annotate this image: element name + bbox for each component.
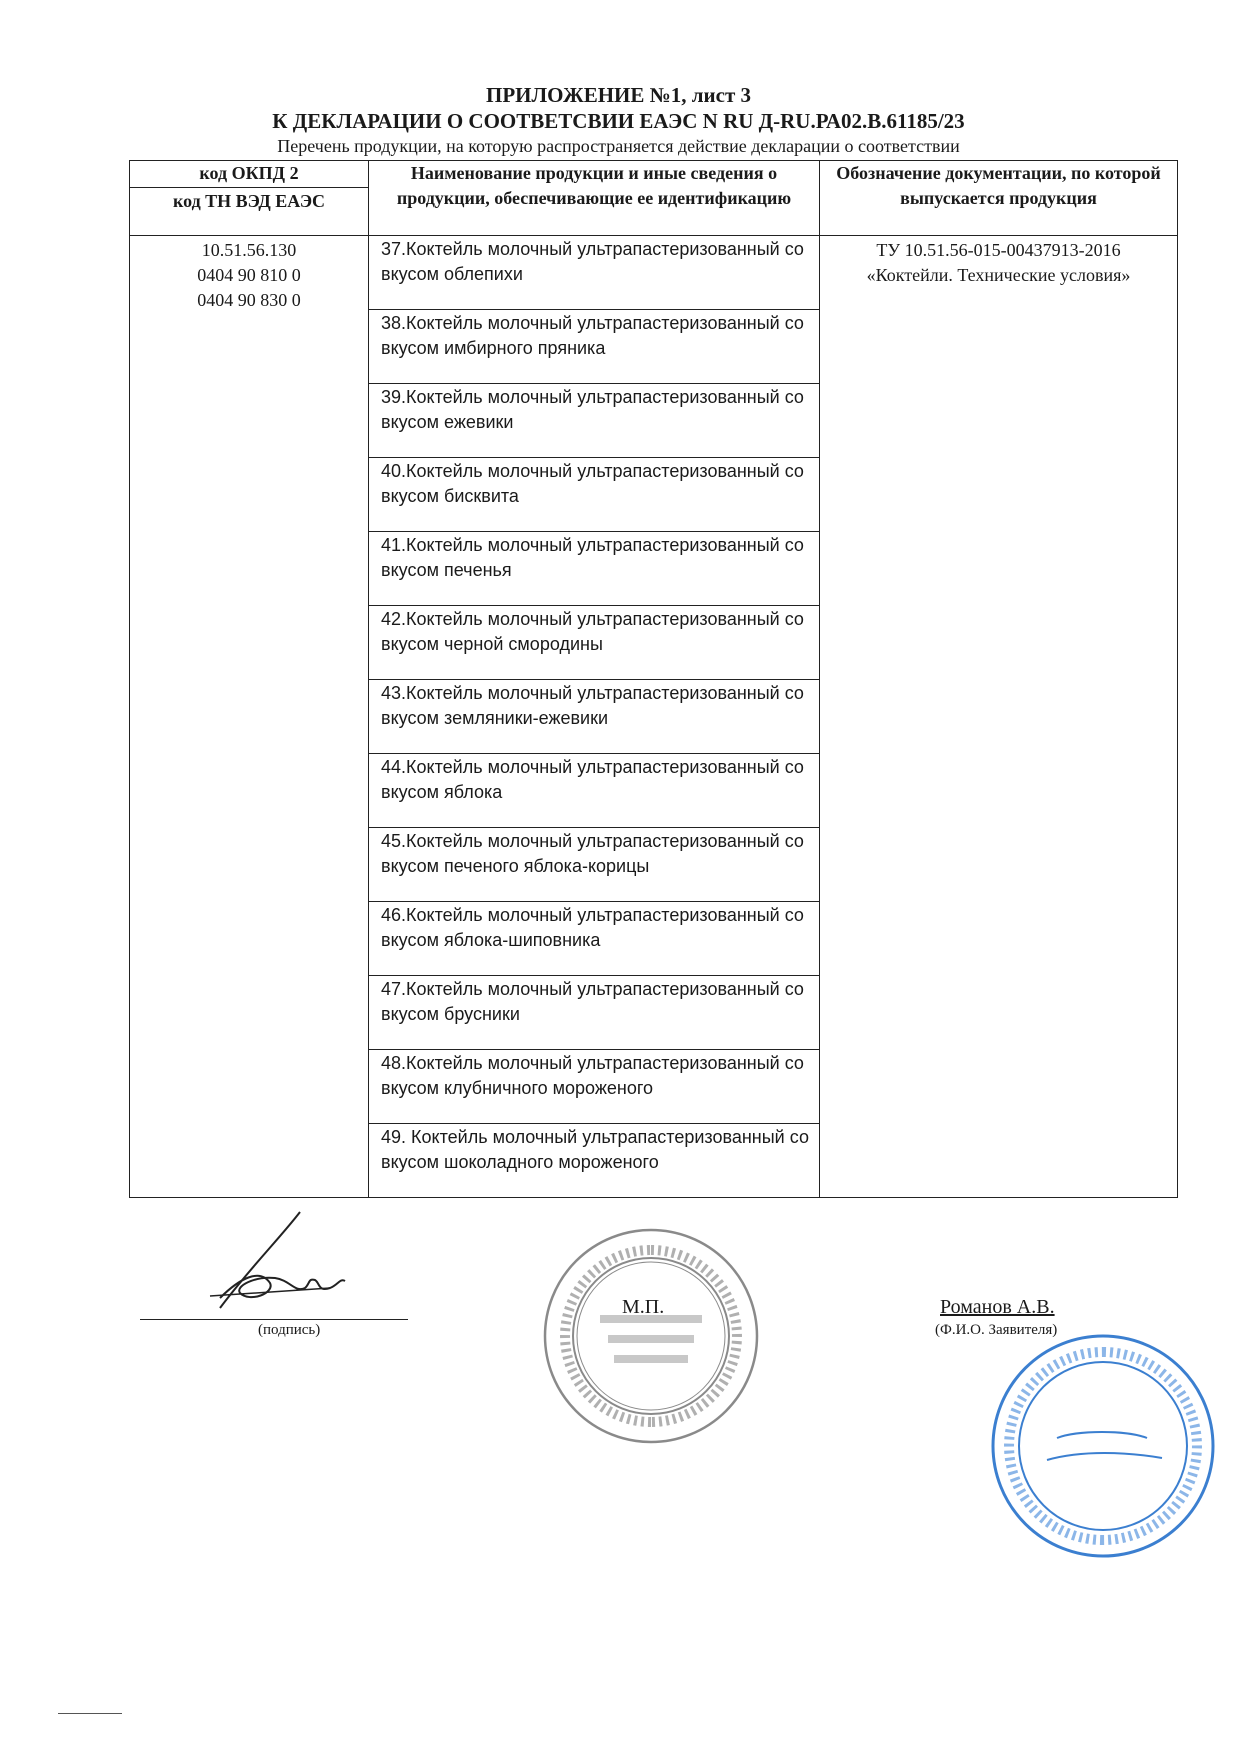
product-item: 47.Коктейль молочный ультрапастеризованный со вкусом брусники (369, 976, 820, 1050)
product-table (129, 160, 1178, 1198)
certificate-seal-image (987, 1330, 1219, 1562)
product-item: 40.Коктейль молочный ультрапастеризованный со вкусом бисквита (369, 458, 820, 532)
document-subtitle: Перечень продукции, на которую распространяется действие декларации о соответствии (277, 136, 960, 156)
header-tn-ved: код ТН ВЭД ЕАЭС (172, 191, 326, 211)
declaration-reference: К ДЕКЛАРАЦИИ О СООТВЕТСВИИ ЕАЭС N RU Д-RU.РА02.В.61185/23 (272, 109, 965, 133)
signature-image (180, 1208, 350, 1320)
product-item: 43.Коктейль молочный ультрапастеризованный со вкусом земляники-ежевики (369, 680, 820, 754)
company-seal-image (540, 1225, 762, 1447)
applicant-caption: (Ф.И.О. Заявителя) (935, 1322, 1058, 1338)
table-header-row (130, 161, 1178, 236)
codes-cell (130, 236, 369, 1198)
applicant-name: Романов А.В. (940, 1296, 1055, 1318)
product-item: 39.Коктейль молочный ультрапастеризованный со вкусом ежевики (369, 384, 820, 458)
product-item: 44.Коктейль молочный ультрапастеризованный со вкусом яблока (369, 754, 820, 828)
table-row (130, 236, 1178, 310)
product-item: 46.Коктейль молочный ультрапастеризованный со вкусом яблока-шиповника (369, 902, 820, 976)
tn-ved-code: 0404 90 810 0 (197, 265, 301, 285)
document-title: ПРИЛОЖЕНИЕ №1, лист 3 (485, 83, 752, 107)
product-item: 37.Коктейль молочный ультрапастеризованный со вкусом облепихи (369, 236, 820, 310)
signature-line (140, 1319, 408, 1320)
stamp-placeholder: М.П. (622, 1296, 665, 1318)
tn-ved-code: 0404 90 830 0 (197, 290, 301, 310)
page-edge-mark (58, 1713, 122, 1714)
header-codes (130, 161, 369, 236)
product-item: 49. Коктейль молочный ультрапастеризованный со вкусом шоколадного мороженого (369, 1124, 820, 1198)
product-item: 42.Коктейль молочный ультрапастеризованный со вкусом черной смородины (369, 606, 820, 680)
header-documentation: Обозначение документации, по которой выпускается продукция (820, 161, 1178, 236)
product-item: 38.Коктейль молочный ультрапастеризованный со вкусом имбирного пряника (369, 310, 820, 384)
product-item: 41.Коктейль молочный ультрапастеризованный со вкусом печенья (369, 532, 820, 606)
documentation-cell (820, 236, 1178, 1198)
signature-caption: (подпись) (258, 1322, 321, 1338)
header-product-name: Наименование продукции и иные сведения о продукции, обеспечивающие ее идентификацию (369, 161, 820, 236)
tu-title: «Коктейли. Технические условия» (866, 265, 1131, 285)
header-okpd: код ОКПД 2 (130, 161, 368, 188)
tu-number: ТУ 10.51.56-015-00437913-2016 (876, 240, 1121, 260)
product-item: 48.Коктейль молочный ультрапастеризованный со вкусом клубничного мороженого (369, 1050, 820, 1124)
product-item: 45.Коктейль молочный ультрапастеризованный со вкусом печеного яблока-корицы (369, 828, 820, 902)
okpd-code: 10.51.56.130 (201, 240, 297, 260)
